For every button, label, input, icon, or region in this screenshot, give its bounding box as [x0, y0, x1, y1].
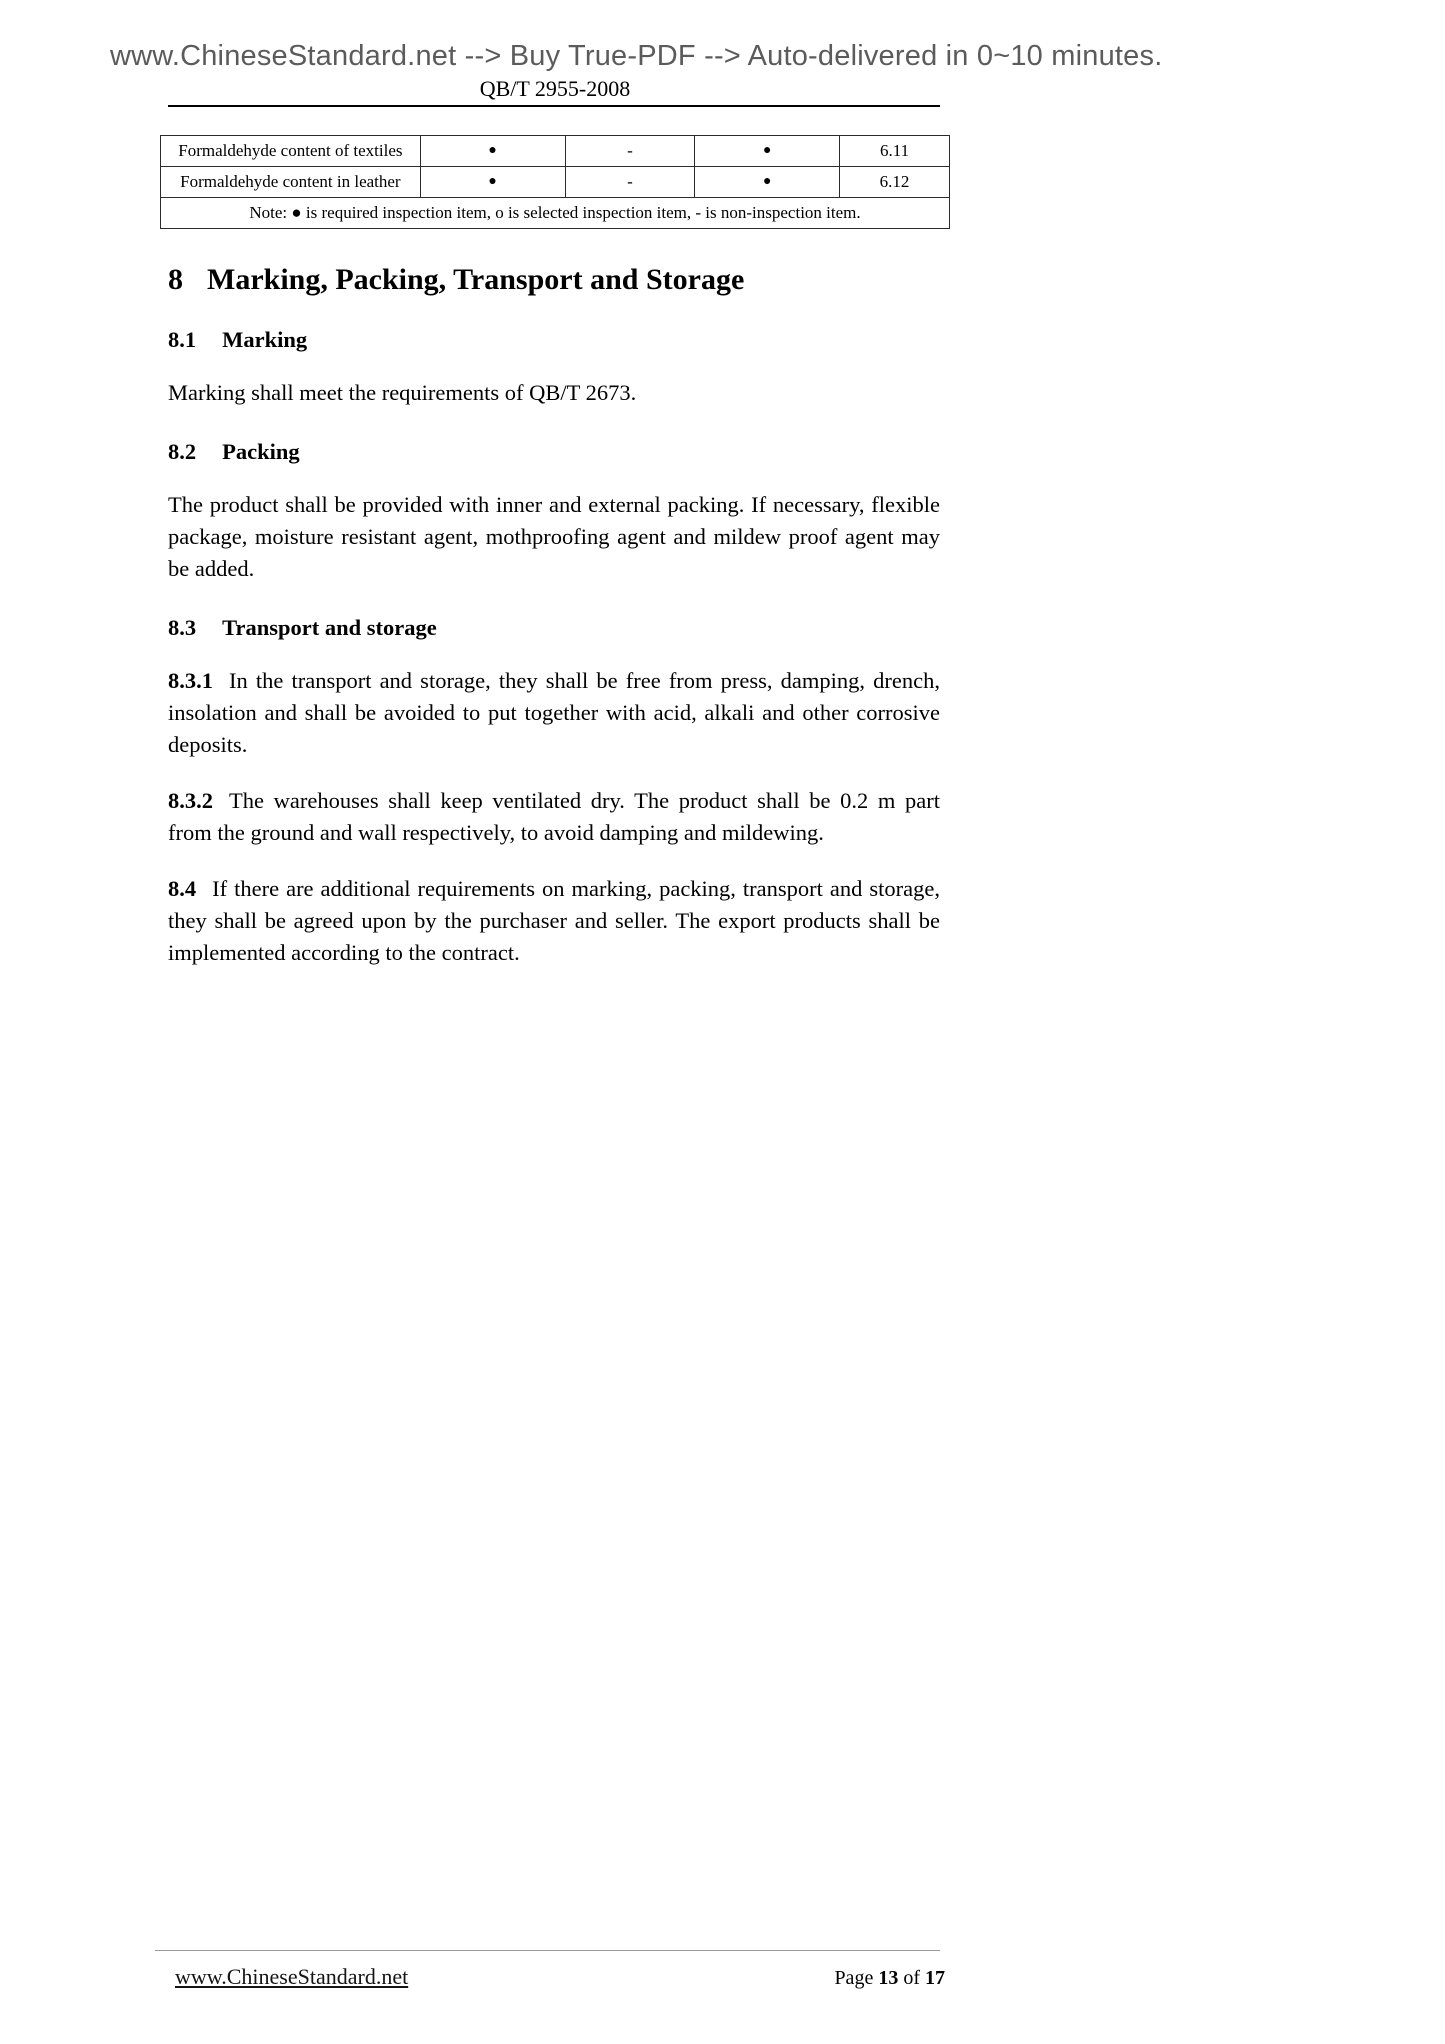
page-total: 17 — [925, 1967, 945, 1989]
paragraph-number: 8.4 — [168, 876, 197, 901]
section-title: Marking, Packing, Transport and Storage — [207, 263, 745, 296]
section-8-heading — [168, 263, 950, 297]
section-8-2-heading — [168, 439, 950, 465]
table-cell-dash-mark: - — [565, 167, 695, 198]
footer-divider — [155, 1950, 940, 1951]
doc-number: QB/T 2955-2008 — [479, 76, 631, 101]
table-row — [161, 167, 950, 198]
table-cell-required-mark: ● — [695, 167, 840, 198]
section-number: 8.3 — [168, 615, 197, 640]
table-cell-dash-mark: - — [565, 136, 695, 167]
section-8-1-heading — [168, 327, 950, 353]
table-row — [161, 136, 950, 167]
paragraph-text: In the transport and storage, they shall be free from press, damping, drench, insolation and shall be avoided to put together with acid, alkali and other corrosive deposits. — [168, 668, 940, 757]
section-number: 8 — [168, 263, 183, 296]
inspection-table — [160, 135, 950, 229]
table-cell-clause: 6.12 — [840, 167, 950, 198]
section-title: Transport and storage — [222, 615, 437, 640]
paragraph-8-3-1 — [168, 665, 940, 761]
table-cell-clause: 6.11 — [840, 136, 950, 167]
table-cell-item: Formaldehyde content of textiles — [161, 136, 421, 167]
page-number: 13 — [878, 1967, 899, 1989]
page-label: Page — [834, 1967, 874, 1989]
paragraph-8-2: The product shall be provided with inner and external packing. If necessary, flexible package, moisture resistant agent, mothproofing agent and mildew proof agent may be added. — [168, 492, 940, 581]
table-cell-required-mark: ● — [420, 167, 565, 198]
table-cell-required-mark: ● — [695, 136, 840, 167]
section-title: Marking — [222, 327, 308, 352]
paragraph-text: The warehouses shall keep ventilated dry. The product shall be 0.2 m part from the ground and wall respectively, to avoid damping and mildewing. — [168, 788, 940, 845]
paragraph-text: If there are additional requirements on marking, packing, transport and storage, they shall be agreed upon by the purchaser and seller. The export products shall be implemented according to the contract. — [168, 876, 940, 965]
paragraph-8-4 — [168, 873, 940, 969]
table-note-row — [161, 198, 950, 229]
paragraph-8-3-2 — [168, 785, 940, 849]
page-footer — [160, 1964, 945, 1990]
footer-site-link[interactable]: www.ChineseStandard.net — [175, 1964, 409, 1989]
section-number: 8.1 — [168, 327, 197, 352]
paragraph-8-1: Marking shall meet the requirements of QB/T 2673. — [168, 380, 637, 405]
table-note: Note: ● is required inspection item, o is selected inspection item, - is non-inspection item. — [161, 198, 950, 229]
of-label: of — [903, 1967, 920, 1989]
table-cell-item: Formaldehyde content in leather — [161, 167, 421, 198]
section-number: 8.2 — [168, 439, 197, 464]
header-divider — [168, 105, 940, 107]
page-indicator — [834, 1967, 945, 1990]
header-promo: www.ChineseStandard.net --> Buy True-PDF --> Auto-delivered in 0~10 minutes. — [110, 40, 1163, 72]
paragraph-number: 8.3.2 — [168, 788, 213, 813]
page-content — [160, 135, 950, 969]
section-8-3-heading — [168, 615, 950, 641]
section-title: Packing — [222, 439, 300, 464]
paragraph-number: 8.3.1 — [168, 668, 213, 693]
table-cell-required-mark: ● — [420, 136, 565, 167]
